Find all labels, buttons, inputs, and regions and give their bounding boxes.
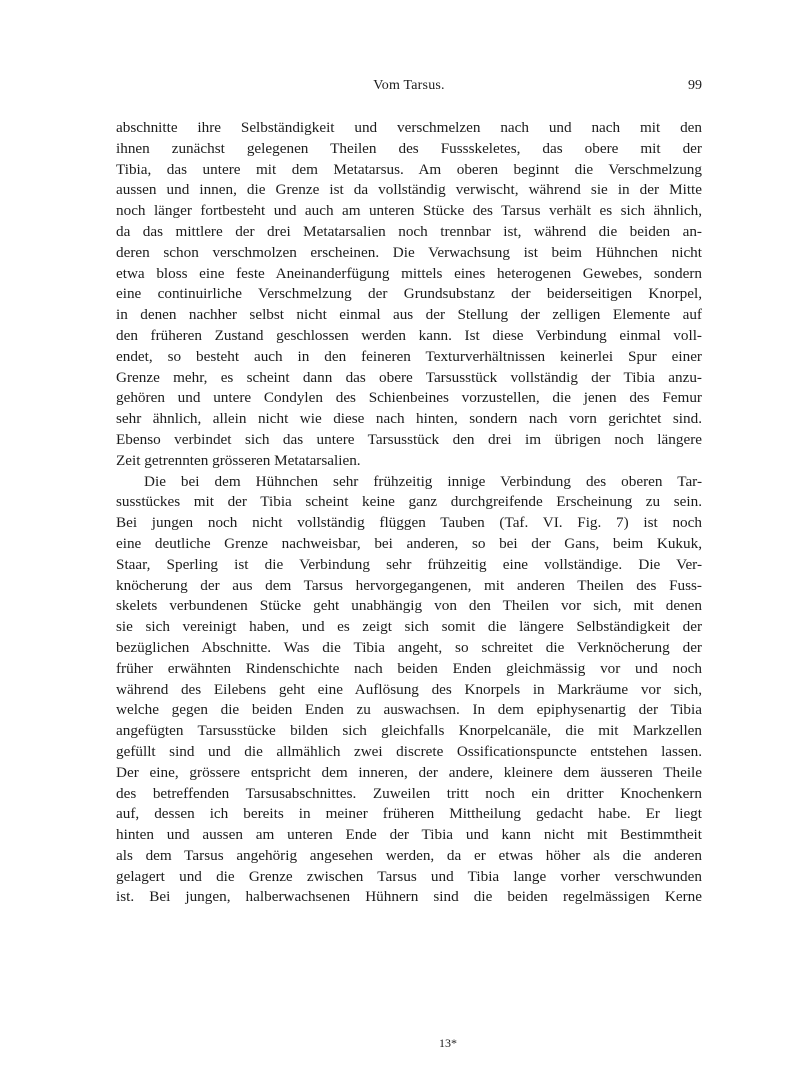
text-line: endet, so besteht auch in den feineren Texturverhältnissen keinerlei Spur einer [116,347,702,365]
text-line: früher erwähnten Rindenschichte nach beiden Enden gleichmässig vor und noch [116,659,702,677]
text-line: auf, dessen ich bereits in meiner früheren Mittheilung gedacht habe. Er liegt [116,805,702,823]
text-line: eine deutliche Grenze nachweisbar, bei anderen, so bei der Gans, beim Kukuk, [116,534,702,552]
text-line: Der eine, grössere entspricht dem inneren, der andere, kleinere dem äusseren Theile [116,763,702,781]
text-line: des betreffenden Tarsusabschnittes. Zuweilen tritt noch ein dritter Knochenkern [116,784,702,802]
text-line: Tibia, das untere mit dem Metatarsus. Am oberen beginnt die Verschmelzung [116,160,702,178]
text-line: Staar, Sperling ist die Verbindung sehr frühzeitig eine vollständige. Die Ver- [116,555,702,573]
text-line: noch länger fortbesteht und auch am unteren Stücke des Tarsus verhält es sich ähnlich, [116,202,702,220]
text-line: bezüglichen Abschnitte. Was die Tibia angeht, so schreitet die Verknöcherung der [116,638,702,656]
text-line: da das mittlere der drei Metatarsalien noch trennbar ist, während die beiden an- [116,222,702,240]
text-line: hinten und aussen am unteren Ende der Tibia und kann nicht mit Bestimmtheit [116,826,702,844]
text-line: Bei jungen noch nicht vollständig flüggen Tauben (Taf. VI. Fig. 7) ist noch [116,514,702,532]
text-line: Grenze mehr, es scheint dann das obere Tarsusstück vollständig der Tibia anzu- [116,368,702,386]
text-line: angefügten Tarsusstücke bilden sich gleichfalls Knorpelcanäle, die mit Markzellen [116,722,702,740]
text-line: abschnitte ihre Selbständigkeit und verschmelzen nach und nach mit den [116,119,702,136]
text-line: Ebenso verbindet sich das untere Tarsusstück den drei im übrigen noch längere [116,430,702,448]
text-line: ihnen zunächst gelegenen Theilen des Fussskeletes, das obere mit der [116,139,702,157]
text-line: skelets verbundenen Stücke geht unabhängig von den Theilen vor sich, mit denen [116,597,702,615]
text-line: aussen und innen, die Grenze ist da vollständig verwischt, während sie in der Mitte [116,181,702,199]
text-line: als dem Tarsus angehörig angesehen werden, da er etwas höher als die anderen [116,846,702,864]
text-line: sehr ähnlich, allein nicht wie diese nach hinten, sondern nach vorn gerichtet sind. [116,410,702,428]
text-line: während des Eilebens geht eine Auflösung des Knorpels in Markräume vor sich, [116,680,702,698]
text-line: welche gegen die beiden Enden zu auswachsen. In dem epiphysenartig der Tibia [116,701,702,719]
paragraph-start-line: Die bei dem Hühnchen sehr frühzeitig innige Verbindung des oberen Tar- [144,472,702,490]
text-line: etwa bloss eine feste Aneinanderfügung mittels eines heterogenen Gewebes, sondern [116,264,702,282]
running-title: Vom Tarsus. [373,78,445,93]
text-line: sie sich vereinigt haben, und es zeigt sich somit die längere Selbständigkeit der [116,618,702,636]
text-line: gelagert und die Grenze zwischen Tarsus und Tibia lange vorher verschwunden [116,867,702,885]
text-line: eine continuirliche Verschmelzung der Grundsubstanz der beiderseitigen Knorpel, [116,285,702,303]
text-line: gefüllt sind und die allmählich zwei discrete Ossificationspuncte entstehen lassen. [116,742,702,760]
paragraph-end-line: Zeit getrennten grösseren Metatarsalien. [116,451,361,469]
body-text [116,118,702,908]
page-number: 99 [688,78,702,93]
text-line: deren schon verschmolzen erscheinen. Die Verwachsung ist beim Hühnchen nicht [116,243,702,261]
text-line: ist. Bei jungen, halberwachsenen Hühnern sind die beiden regelmässigen Kerne [116,888,702,906]
text-line: knöcherung der aus dem Tarsus hervorgegangenen, mit anderen Theilen des Fuss- [116,576,702,594]
text-line: susstückes mit der Tibia scheint keine ganz durchgreifende Erscheinung zu sein. [116,493,702,511]
text-line: in denen nachher selbst nicht einmal aus der Stellung der zelligen Elemente auf [116,306,702,324]
signature-label: 13* [439,1036,457,1050]
signature-mark [116,1036,702,1054]
text-line: gehören und untere Condylen des Schienbeines vorzustellen, die jenen des Femur [116,389,702,407]
text-line: den früheren Zustand geschlossen werden kann. Ist diese Verbindung einmal voll- [116,326,702,344]
running-head [116,78,702,100]
